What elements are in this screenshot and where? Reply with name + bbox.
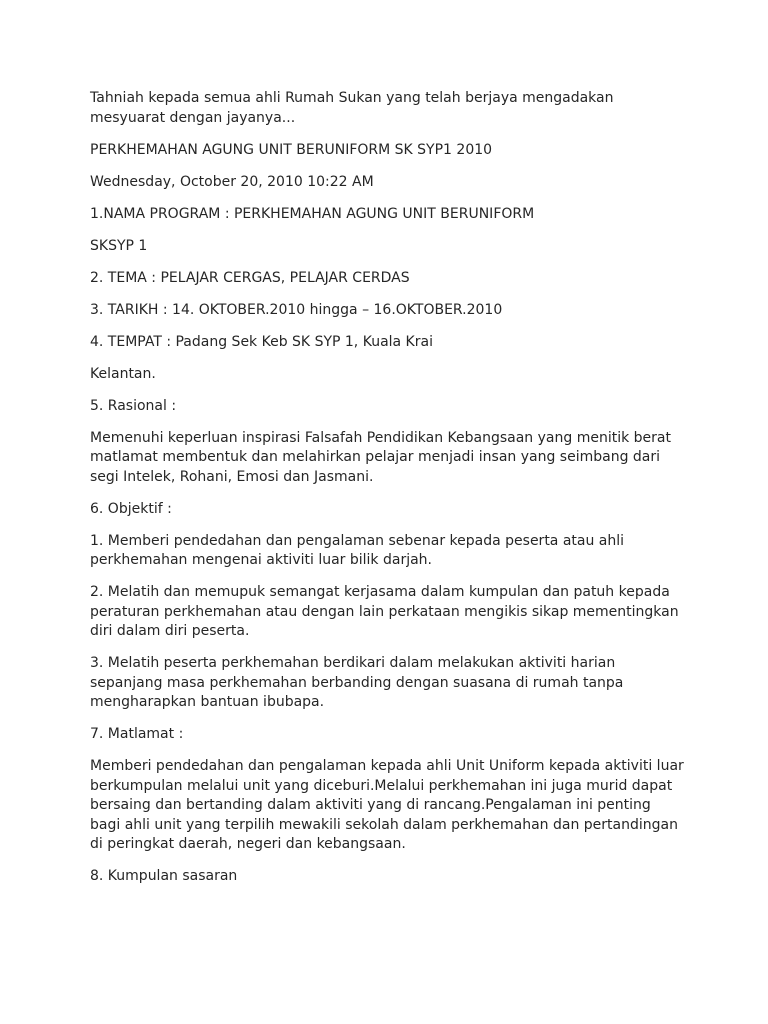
theme-line: 2. TEMA : PELAJAR CERGAS, PELAJAR CERDAS <box>90 269 410 286</box>
rationale-paragraph: Memenuhi keperluan inspirasi Falsafah Pendidikan Kebangsaan yang menitik berat matlamat membentuk dan melahirkan pelajar menjadi insan yang seimbang dari segi Intelek, Rohani, Emosi dan Jasmani. <box>90 429 671 485</box>
target-group-heading: 8. Kumpulan sasaran <box>90 868 238 884</box>
objective-item: 2. Melatih dan memupuk semangat kerjasama dalam kumpulan dan patuh kepada peraturan perkhemahan atau dengan lain perkataan mengikis sikap mementingkan diri dalam diri peserta. <box>90 584 679 639</box>
objective-heading: 6. Objektif : <box>90 500 172 517</box>
program-name-continued: SKSYP 1 <box>90 237 148 254</box>
document-page <box>90 89 690 899</box>
intro-paragraph: Tahniah kepada semua ahli Rumah Sukan yang telah berjaya mengadakan mesyuarat dengan jayanya... <box>90 90 614 126</box>
post-timestamp: Wednesday, October 20, 2010 10:22 AM <box>90 173 374 190</box>
goal-heading: 7. Matlamat : <box>90 726 184 742</box>
program-name: 1.NAMA PROGRAM : PERKHEMAHAN AGUNG UNIT BERUNIFORM <box>90 205 535 222</box>
rationale-heading: 5. Rasional : <box>90 397 177 414</box>
objective-item: 3. Melatih peserta perkhemahan berdikari dalam melakukan aktiviti harian sepanjang masa perkhemahan berbanding dengan suasana di rumah tanpa mengharapkan bantuan ibubapa. <box>90 655 624 710</box>
document-title: PERKHEMAHAN AGUNG UNIT BERUNIFORM SK SYP1 2010 <box>90 141 493 158</box>
date-line: 3. TARIKH : 14. OKTOBER.2010 hingga – 16.OKTOBER.2010 <box>90 301 503 318</box>
objective-item: 1. Memberi pendedahan dan pengalaman sebenar kepada peserta atau ahli perkhemahan mengenai aktiviti luar bilik darjah. <box>90 532 625 568</box>
venue-line-continued: Kelantan. <box>90 365 156 382</box>
venue-line: 4. TEMPAT : Padang Sek Keb SK SYP 1, Kuala Krai <box>90 333 433 350</box>
goal-paragraph: Memberi pendedahan dan pengalaman kepada ahli Unit Uniform kepada aktiviti luar berkumpulan melalui unit yang diceburi.Melalui perkhemahan ini juga murid dapat bersaing dan bertanding dalam aktiviti yang di rancang.Pengalaman ini penting bagi ahli unit yang terpilih mewakili sekolah dalam perkhemahan dan pertandingan di peringkat daerah, negeri dan kebangsaan. <box>90 758 684 852</box>
